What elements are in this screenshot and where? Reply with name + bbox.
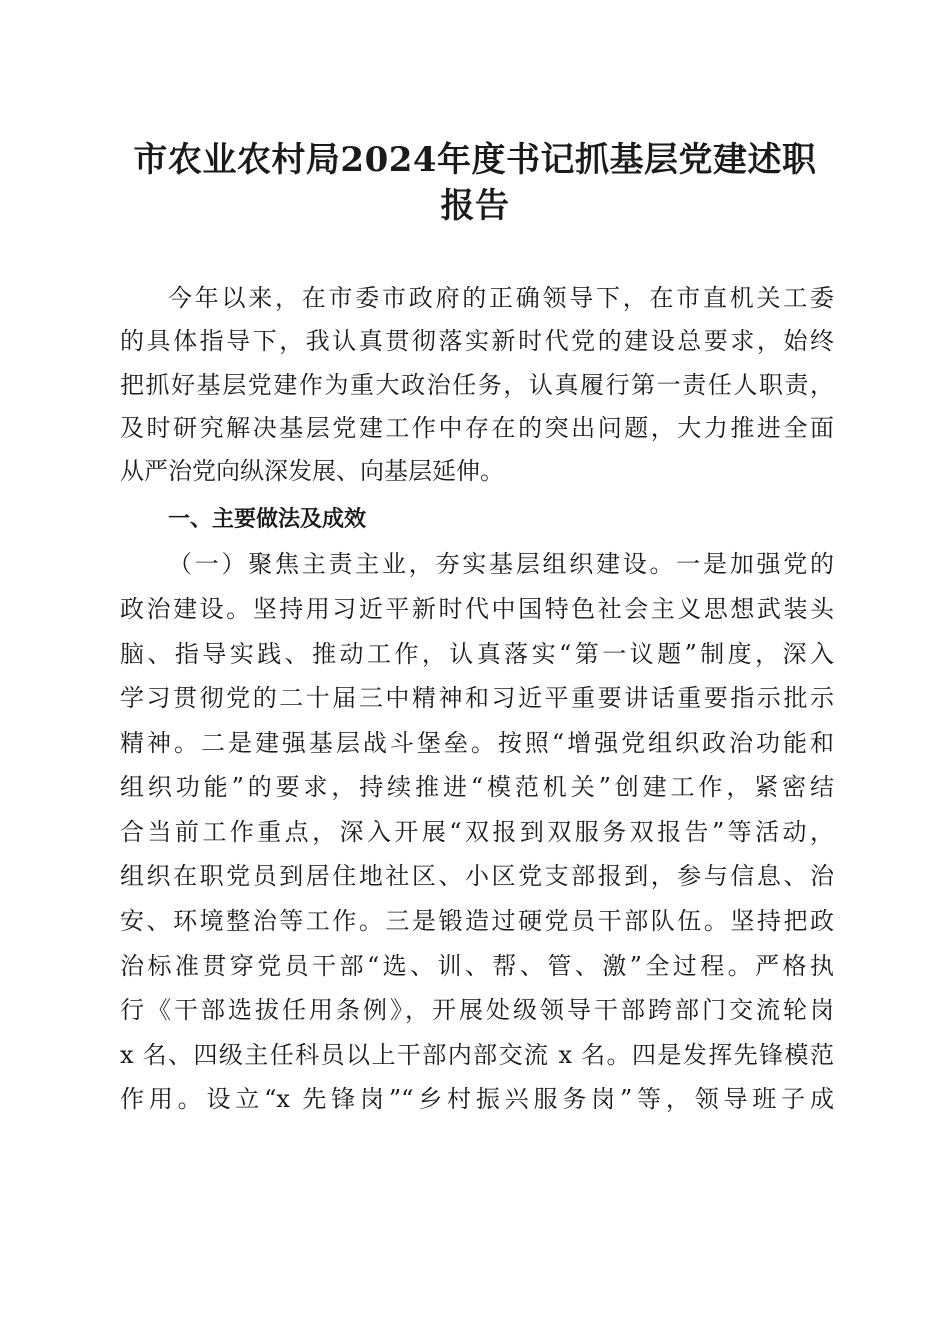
document-title-line-1: 市农业农村局2024年度书记抓基层党建述职 <box>133 140 817 180</box>
body-line: 安、环境整治等工作。三是锻造过硬党员干部队伍。坚持把政 <box>120 907 834 935</box>
body-line: 政治建设。坚持用习近平新时代中国特色社会主义思想武装头 <box>120 595 834 623</box>
intro-line: 今年以来，在市委市政府的正确领导下，在市直机关工委 <box>168 284 834 312</box>
body-line: 精神。二是建强基层战斗堡垒。按照“增强党组织政治功能和 <box>120 729 834 757</box>
body-line: 行《干部选拔任用条例》，开展处级领导干部跨部门交流轮岗 <box>120 996 834 1024</box>
intro-line: 从严治党向纵深发展、向基层延伸。 <box>120 457 504 485</box>
body-line: 合当前工作重点，深入开展“双报到双服务双报告”等活动， <box>120 818 834 846</box>
body-line: 学习贯彻党的二十届三中精神和习近平重要讲话重要指示批示 <box>120 684 834 712</box>
body-line: x 名、四级主任科员以上干部内部交流 x 名。四是发挥先锋模范 <box>120 1041 834 1069</box>
body-line: 组织在职党员到居住地社区、小区党支部报到，参与信息、治 <box>120 862 834 890</box>
intro-line: 把抓好基层党建作为重大政治任务，认真履行第一责任人职责， <box>120 371 834 399</box>
section-heading: 一、主要做法及成效 <box>168 507 367 532</box>
intro-line: 及时研究解决基层党建工作中存在的突出问题，大力推进全面 <box>120 414 834 442</box>
body-line: 治标准贯穿党员干部“选、训、帮、管、激”全过程。严格执 <box>120 952 834 980</box>
body-line: 组织功能”的要求，持续推进“模范机关”创建工作，紧密结 <box>120 773 834 801</box>
body-line: 作用。设立“x 先锋岗”“乡村振兴服务岗”等，领导班子成 <box>120 1085 834 1113</box>
body-line: 脑、指导实践、推动工作，认真落实“第一议题”制度，深入 <box>120 640 834 668</box>
intro-line: 的具体指导下，我认真贯彻落实新时代党的建设总要求，始终 <box>120 327 834 355</box>
document-title-line-2: 报告 <box>440 186 510 226</box>
body-line: （一）聚焦主责主业，夯实基层组织建设。一是加强党的 <box>168 550 834 578</box>
